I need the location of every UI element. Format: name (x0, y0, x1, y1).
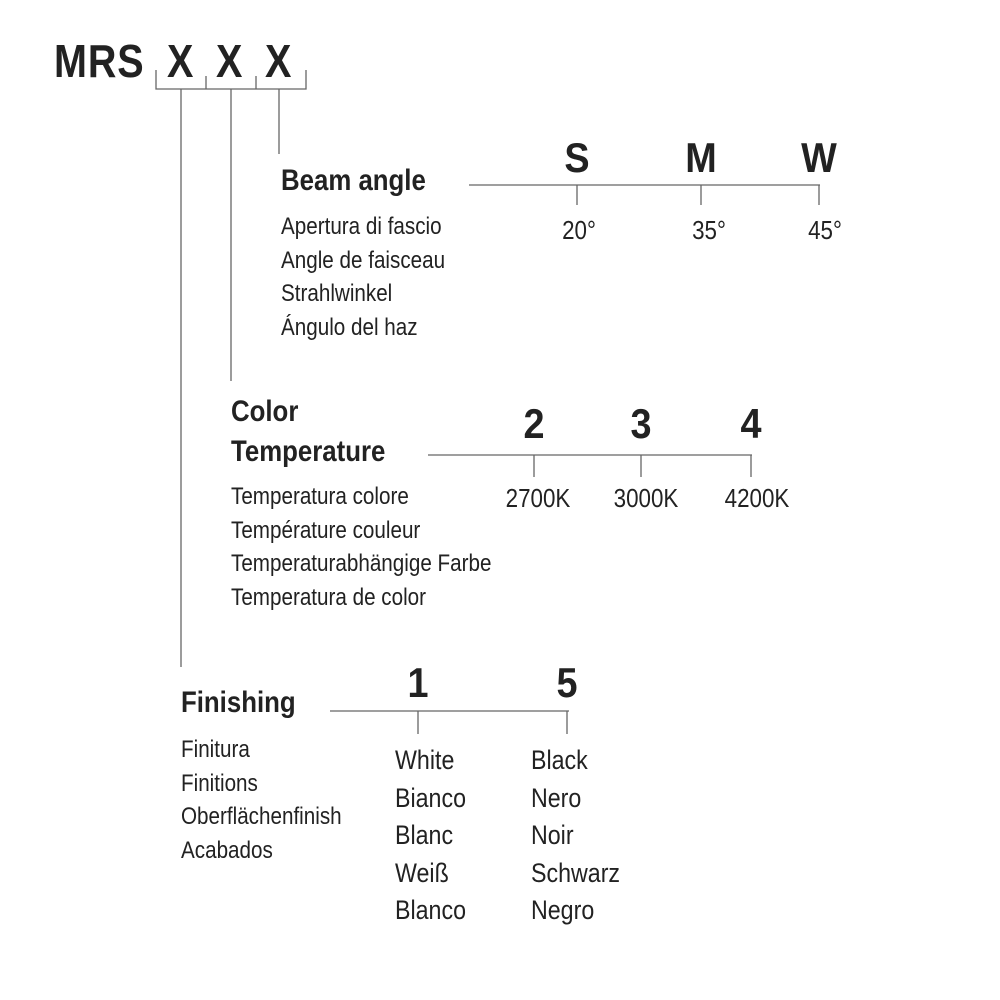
finishing-white-list (395, 742, 466, 930)
finishing-translation-fr: Finitions (181, 769, 258, 797)
beam-translation-it: Apertura di fascio (281, 213, 442, 240)
color-code-4: 4 (740, 400, 762, 447)
beam-value-w: 45° (808, 215, 842, 245)
finishing-heading: Finishing (181, 686, 296, 719)
beam-code-w: W (801, 134, 837, 181)
color-translation-de: Temperaturabhängige Farbe (231, 550, 492, 577)
beam-value-m: 35° (692, 215, 726, 245)
color-translation-fr: Température couleur (231, 516, 421, 544)
beam-heading: Beam angle (281, 164, 426, 197)
finishing-white-fr: Blanc (395, 820, 454, 850)
color-value-3000k: 3000K (613, 483, 679, 513)
color-value-2700k: 2700K (505, 483, 571, 513)
finishing-translation-it: Finitura (181, 736, 250, 763)
beam-translation-de: Strahlwinkel (281, 280, 393, 307)
beam-value-s: 20° (562, 215, 596, 245)
finishing-white-es: Blanco (395, 895, 467, 925)
finishing-black-en: Black (531, 745, 588, 775)
color-translation-es: Temperatura de color (231, 583, 427, 611)
color-code-3: 3 (630, 400, 652, 447)
finishing-white-en: White (395, 745, 455, 775)
finishing-code-5: 5 (556, 659, 578, 706)
finishing-black-de: Schwarz (531, 857, 621, 888)
finishing-white-it: Bianco (395, 782, 467, 813)
model-prefix: MRS (54, 35, 145, 87)
beam-translation-es: Ángulo del haz (281, 313, 418, 341)
beam-code-s: S (564, 134, 590, 181)
finishing-black-it: Nero (531, 782, 582, 813)
color-heading-line1: Color (231, 395, 299, 428)
finishing-black-fr: Noir (531, 820, 574, 850)
finishing-black-es: Negro (531, 895, 595, 925)
finishing-translation-de: Oberflächenfinish (181, 803, 342, 830)
beam-code-m: M (685, 134, 717, 181)
placeholder-beam: X (265, 35, 293, 87)
color-translation-it: Temperatura colore (231, 483, 409, 510)
color-heading-line2: Temperature (231, 435, 386, 468)
beam-translation-fr: Angle de faisceau (281, 246, 446, 274)
finishing-code-1: 1 (407, 659, 429, 706)
finishing-white-de: Weiß (395, 857, 449, 888)
color-code-2: 2 (523, 400, 545, 447)
placeholder-finishing: X (167, 35, 195, 87)
finishing-black-list (531, 742, 620, 930)
color-value-4200k: 4200K (724, 483, 790, 513)
finishing-translation-es: Acabados (181, 836, 273, 864)
placeholder-color: X (216, 35, 244, 87)
